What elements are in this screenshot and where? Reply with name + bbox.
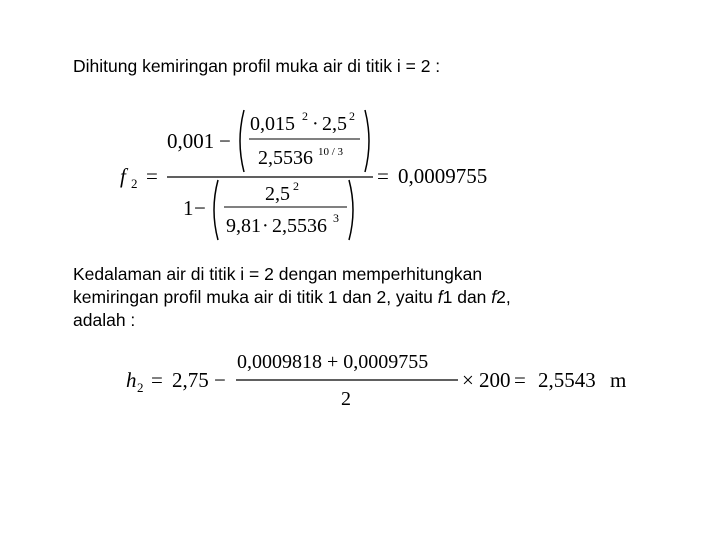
eq2-equals2: = [514, 368, 526, 392]
eq1-den-inner-den-b: 2,5536 [272, 215, 327, 237]
eq1-den-right-paren [349, 180, 353, 240]
paragraph-text: kemiringan profil muka air di titik 1 dan 2, yaitu [73, 287, 438, 307]
f1-symbol: f [437, 287, 443, 307]
eq1-equals: = [146, 164, 158, 188]
eq1-lhs-index: 2 [131, 176, 138, 191]
eq1-inner-den-exp: 10 / 3 [318, 146, 344, 158]
paragraph-line [73, 286, 511, 309]
eq2-lhs-index: 2 [137, 380, 144, 395]
eq1-num-left-paren [240, 110, 244, 172]
paragraph-text: , [505, 287, 511, 307]
eq2-equals: = [151, 368, 163, 392]
paragraph-depth-intro [73, 263, 511, 332]
eq1-num-right-paren [365, 110, 369, 172]
paragraph-text: dan [452, 287, 492, 307]
eq1-lhs-symbol: f [120, 164, 126, 188]
eq1-inner-num-b-exp: 2 [349, 109, 355, 123]
eq2-lhs-symbol: h [126, 368, 137, 392]
eq1-den-inner-num: 2,5 [265, 183, 290, 205]
eq2-result: 2,5543 [538, 368, 596, 392]
eq1-result-equals: = [377, 164, 389, 188]
eq1-inner-num-b: 2,5 [322, 113, 347, 135]
eq1-result: 0,0009755 [398, 164, 488, 188]
eq2-times: × [462, 368, 474, 392]
eq2-minus: − [214, 368, 226, 392]
eq1-den-dot: · [262, 215, 269, 237]
eq1-den-constant: 1 [183, 196, 194, 220]
paragraph-slope-intro: Dihitung kemiringan profil muka air di titik i = 2 : [73, 56, 441, 76]
eq1-inner-num-a: 0,015 [250, 113, 295, 135]
eq1-den-left-paren [214, 180, 218, 240]
eq2-constant: 2,75 [172, 368, 209, 392]
eq1-den-inner-num-exp: 2 [293, 179, 299, 193]
eq2-unit: m [610, 368, 627, 392]
eq1-inner-den: 2,5536 [258, 147, 313, 169]
f2-index: 2 [496, 287, 506, 307]
paragraph-line: Kedalaman air di titik i = 2 dengan memperhitungkan [73, 264, 483, 284]
f2-symbol: f [491, 287, 497, 307]
eq2-denominator: 2 [341, 388, 351, 410]
eq1-den-inner-den-b-exp: 3 [333, 211, 339, 225]
eq1-den-minus: − [194, 196, 206, 220]
eq1-num-minus: − [219, 129, 231, 153]
eq2-multiplier: 200 [479, 368, 511, 392]
eq1-den-inner-den-a: 9,81 [226, 215, 261, 237]
eq1-inner-num-a-exp: 2 [302, 109, 308, 123]
eq2-numerator: 0,0009818 + 0,0009755 [237, 351, 429, 373]
eq1-dot: · [312, 113, 319, 135]
f1-index: 1 [442, 287, 453, 307]
paragraph-line: adalah : [73, 310, 136, 330]
eq1-num-constant: 0,001 [167, 129, 215, 153]
